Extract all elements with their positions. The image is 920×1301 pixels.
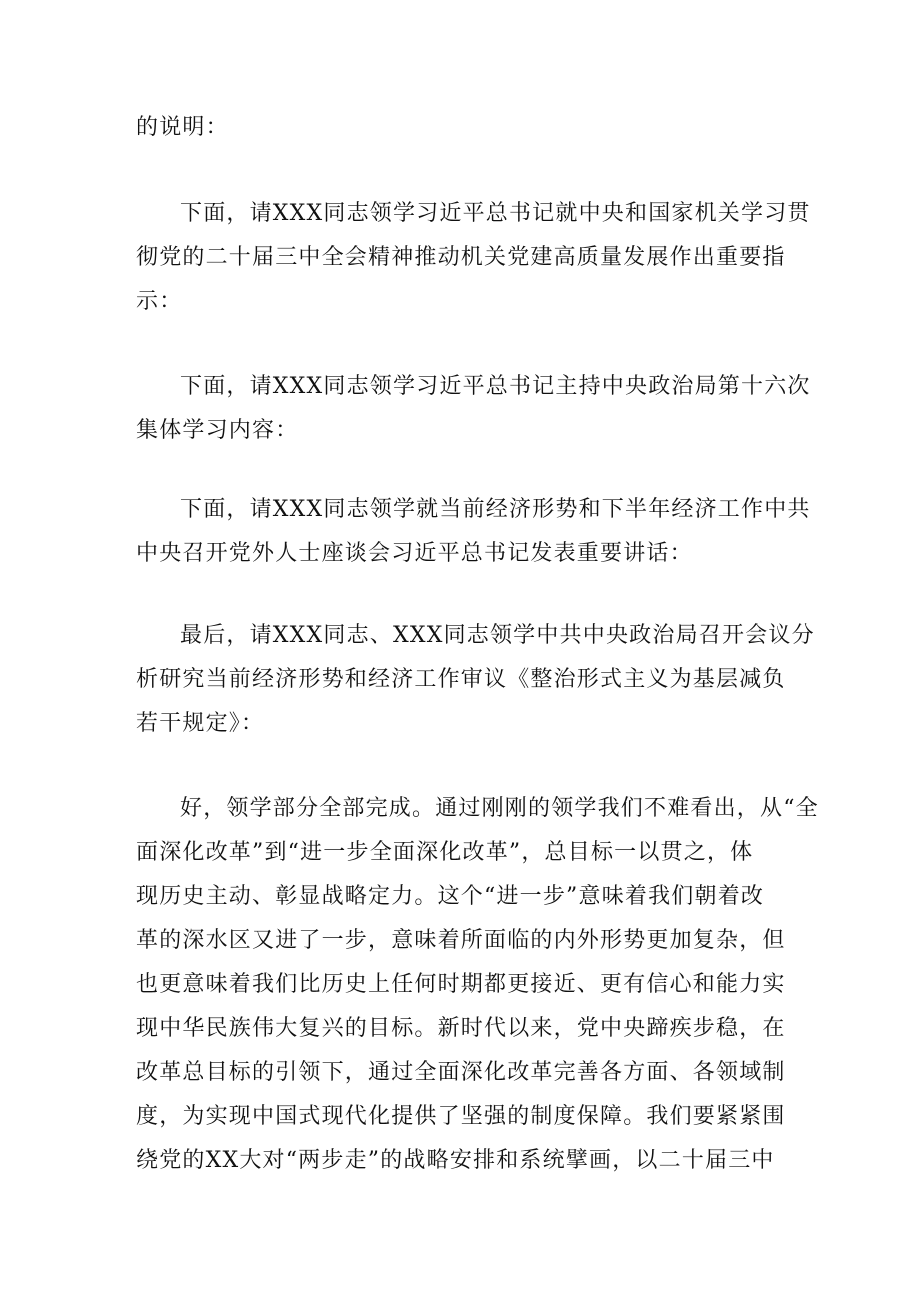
text-line: 中央召开党外人士座谈会习近平总书记发表重要讲话：	[136, 541, 693, 566]
text-line: 若干规定》：	[136, 711, 265, 736]
text-line: 下面，请XXX同志领学就当前经济形势和下半年经济工作中共	[180, 497, 811, 522]
paragraph-summary	[136, 787, 819, 1183]
text-line: 绕党的XX大对“两步走”的战略安排和系统擘画，以二十届三中	[136, 1148, 775, 1173]
text-line: 面深化改革”到“进一步全面深化改革”，总目标一以贯之，体	[136, 840, 754, 865]
text-line: 现历史主动、彰显战略定力。这个“进一步”意味着我们朝着改	[136, 884, 765, 909]
paragraph-study-economy	[136, 488, 811, 576]
text-line: 好，领学部分全部完成。通过刚刚的领学我们不难看出，从“全	[180, 796, 819, 821]
text-line: 现中华民族伟大复兴的目标。新时代以来，党中央蹄疾步稳，在	[136, 1016, 786, 1041]
text-line: 示：	[136, 289, 183, 314]
text-line: 改革总目标的引领下，通过全面深化改革完善各方面、各领域制	[136, 1060, 786, 1085]
text-line: 下面，请XXX同志领学习近平总书记主持中央政治局第十六次	[180, 374, 811, 399]
text-line: 下面，请XXX同志领学习近平总书记就中央和国家机关学习贯	[180, 201, 811, 226]
text-line: 度，为实现中国式现代化提供了坚强的制度保障。我们要紧紧围	[136, 1104, 786, 1129]
text-line: 析研究当前经济形势和经济工作审议《整治形式主义为基层减负	[136, 667, 786, 692]
paragraph-study-politburo	[136, 365, 811, 453]
paragraph-intro-tail	[136, 106, 796, 150]
text-line: 集体学习内容：	[136, 418, 299, 443]
text-line: 的说明：	[136, 115, 229, 140]
text-line: 也更意味着我们比历史上任何时期都更接近、更有信心和能力实	[136, 972, 786, 997]
text-line: 最后，请XXX同志、XXX同志领学中共中央政治局召开会议分	[180, 623, 815, 648]
paragraph-study-final	[136, 614, 815, 746]
paragraph-study-instruction	[136, 192, 811, 324]
text-line: 彻党的二十届三中全会精神推动机关党建高质量发展作出重要指	[136, 245, 786, 270]
text-line: 革的深水区又进了一步，意味着所面临的内外形势更加复杂，但	[136, 928, 786, 953]
